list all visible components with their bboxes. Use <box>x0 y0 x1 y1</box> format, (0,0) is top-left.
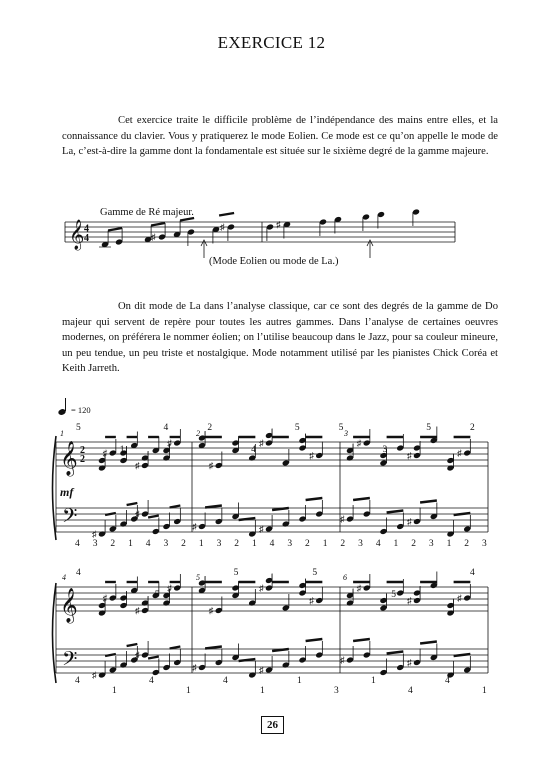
rh-fingering: 4 <box>470 568 475 578</box>
bass-clef-icon: 𝄢 <box>62 506 78 532</box>
rh-fingering: 5 <box>391 590 396 600</box>
lh-fingering: 1 <box>251 539 257 549</box>
lh-fingering: 1 <box>482 686 487 696</box>
scale-staff-lines <box>65 219 455 242</box>
lh-fingering: 4 <box>75 539 80 549</box>
beam <box>148 516 159 518</box>
grand-staff-brace-icon <box>53 583 57 683</box>
lh-fingering: 4 <box>375 539 381 549</box>
sharp-icon: ♯ <box>407 595 412 606</box>
rh-fingering: 5 <box>233 568 239 578</box>
beam <box>205 506 222 508</box>
sharp-icon: ♯ <box>259 583 264 593</box>
lh-fingering: 2 <box>181 539 186 549</box>
lh-fingering: 3 <box>92 539 98 549</box>
score-system-2 <box>0 565 543 700</box>
beam <box>170 647 181 649</box>
scale-label-top: Gamme de Ré majeur. <box>100 207 194 218</box>
lh-fingering: 3 <box>428 539 434 549</box>
intro-paragraph <box>62 113 498 160</box>
scale-time-sig-top: 4 <box>84 223 89 235</box>
lh-fingering: 2 <box>411 539 416 549</box>
sharp-icon: ♯ <box>192 521 197 532</box>
beam <box>170 506 181 508</box>
rh-fingering: 5 <box>312 568 318 578</box>
analysis-paragraph <box>62 299 498 377</box>
sharp-icon: ♯ <box>340 514 345 524</box>
sharp-icon: ♯ <box>135 509 140 519</box>
lh-fingering: 3 <box>287 539 293 549</box>
beam <box>387 511 404 513</box>
beam <box>387 652 404 654</box>
lh-fingering: 4 <box>269 539 275 549</box>
beam <box>353 639 370 641</box>
system-1-notes <box>92 427 471 540</box>
measure-number-2: 2 <box>196 429 200 438</box>
treble-clef-icon: 𝄞 <box>69 220 85 249</box>
sharp-icon: ♯ <box>135 605 140 616</box>
lh-fingering: 4 <box>149 676 154 686</box>
lh-fingering: 1 <box>297 676 302 686</box>
lh-fingering: 3 <box>334 686 339 696</box>
lh-fingering: 2 <box>305 539 310 549</box>
time-sig-bottom: 2 <box>80 454 85 465</box>
rh-fingering: 5 <box>426 423 431 433</box>
rh-fingering: 5 <box>338 423 344 433</box>
beam <box>127 503 138 505</box>
measure-number-5: 5 <box>196 573 200 582</box>
sharp-icon: ♯ <box>92 670 97 680</box>
system-2-notes <box>92 572 471 681</box>
lh-fingering: 4 <box>408 686 413 696</box>
lh-fingering: 2 <box>234 539 240 549</box>
lh-fingering: 1 <box>371 676 376 686</box>
scale-time-sig-bottom: 4 <box>84 233 89 244</box>
sharp-icon: ♯ <box>340 655 345 665</box>
lh-fingering: 1 <box>112 686 117 696</box>
grand-staff-brace-icon <box>53 436 57 540</box>
sharp-icon: ♯ <box>167 583 172 593</box>
rh-fingering: 2 <box>207 423 213 433</box>
lh-fingering: 4 <box>223 676 228 686</box>
tempo-marking <box>55 398 125 416</box>
lh-fingering: 3 <box>216 539 222 549</box>
lh-fingering: 3 <box>358 539 363 549</box>
intro-paragraph-text: Cet exercice traite le difficile problème de l’indépendance des mains entre elles, et la connaissance du clavier. Vous y pratiquerez le mode Eolien. Ce mode est ce qu’on appelle le mode de La, c’est-à-dire la gamme dont la fondamentale est située sur le sixième degré de la gamme majeure. <box>62 115 498 157</box>
lh-fingering: 3 <box>482 539 487 549</box>
rh-fingering: 3 <box>382 445 388 455</box>
lh-fingering: 1 <box>128 539 133 549</box>
lh-fingering: 1 <box>393 539 399 549</box>
beam <box>306 639 323 641</box>
dynamic-marking: mf <box>60 485 74 499</box>
bass-clef-icon: 𝄢 <box>62 649 78 675</box>
beam <box>420 501 437 503</box>
sharp-icon: ♯ <box>407 657 412 668</box>
sharp-icon: ♯ <box>259 438 264 448</box>
sharp-icon: ♯ <box>167 438 172 448</box>
beam <box>353 498 370 500</box>
lh-fingering: 3 <box>163 539 169 549</box>
beam <box>306 498 323 500</box>
sharp-icon: ♯ <box>309 595 314 606</box>
sharp-icon: ♯ <box>102 593 108 603</box>
page-number: 26 <box>261 716 284 734</box>
sharp-icon: ♯ <box>407 450 412 461</box>
beam <box>127 644 138 646</box>
rh-fingering: 1 <box>119 445 125 455</box>
sharp-icon: ♯ <box>407 516 412 527</box>
sharp-icon: ♯ <box>135 650 140 660</box>
treble-clef-icon: 𝄞 <box>60 442 78 475</box>
lh-fingering: 1 <box>198 539 204 549</box>
beam <box>108 228 122 231</box>
sharp-icon: ♯ <box>356 583 362 593</box>
beam <box>148 657 159 659</box>
sharp-icon: ♯ <box>457 593 462 603</box>
sharp-icon: ♯ <box>208 605 214 616</box>
scale-example-staff <box>0 200 543 272</box>
analysis-paragraph-text: On dit mode de La dans l’analyse classique, car ce sont des degrés de la gamme de Do majeur qui servent de repère pour toutes les autres gammes. Dans l’analyse de certaines oeuvres modernes, on préférera le nommer éolien; on l’utilise beaucoup dans le Jazz, pour sa couleur mineure, un peu tendue, un peu triste et nostalgique. Mode notamment utilisé par les pianistes Chick Coréa et Keith Jarreth. <box>62 301 498 374</box>
lh-fingering: 1 <box>260 686 265 696</box>
page-title: EXERCICE 12 <box>217 33 326 52</box>
sharp-icon: ♯ <box>208 460 214 471</box>
sharp-icon: ♯ <box>102 448 108 458</box>
sharp-icon: ♯ <box>220 222 225 232</box>
lh-fingering: 1 <box>446 539 452 549</box>
measure-number-3: 3 <box>344 429 348 438</box>
treble-clef-icon: 𝄞 <box>60 589 78 622</box>
beam <box>420 642 437 644</box>
measure-number-1: 1 <box>60 429 64 438</box>
sharp-icon: ♯ <box>135 460 140 471</box>
scale-label-bottom: (Mode Eolien ou mode de La.) <box>209 256 339 267</box>
beam <box>205 647 222 649</box>
beam <box>454 513 471 515</box>
lh-fingering: 4 <box>75 676 80 686</box>
sharp-icon: ♯ <box>151 232 156 242</box>
beam <box>105 654 116 656</box>
lh-fingering: 2 <box>340 539 346 549</box>
rh-fingering: 5 <box>294 423 300 433</box>
rh-fingering: 2 <box>470 423 475 433</box>
score-system-1 <box>0 418 543 558</box>
sharp-icon: ♯ <box>92 529 97 539</box>
sharp-icon: ♯ <box>356 438 362 448</box>
measure-number-6: 6 <box>343 573 347 582</box>
beam <box>219 213 234 216</box>
rh-fingering: 5 <box>154 590 160 600</box>
sharp-icon: ♯ <box>276 219 281 230</box>
sharp-icon: ♯ <box>309 450 314 461</box>
sharp-icon: ♯ <box>259 665 264 675</box>
time-sig-top: 2 <box>80 445 85 456</box>
lh-fingering: 2 <box>110 539 116 549</box>
lh-fingering: 4 <box>145 539 151 549</box>
rh-fingering: 4 <box>76 568 81 578</box>
beam <box>454 654 471 656</box>
rh-fingering: 5 <box>76 423 81 433</box>
measure-number-4: 4 <box>62 573 66 582</box>
lh-fingering: 4 <box>445 676 450 686</box>
sharp-icon: ♯ <box>192 662 197 673</box>
rh-fingering: 4 <box>163 423 169 433</box>
sharp-icon: ♯ <box>457 448 462 458</box>
lh-fingering: 1 <box>186 686 191 696</box>
sharp-icon: ♯ <box>259 524 264 534</box>
beam <box>151 223 165 226</box>
tempo-value: = 120 <box>71 405 91 415</box>
lh-fingering: 2 <box>464 539 470 549</box>
beam <box>180 218 194 221</box>
beam <box>105 513 116 515</box>
rh-fingering: 4 <box>251 445 256 455</box>
lh-fingering: 1 <box>322 539 328 549</box>
